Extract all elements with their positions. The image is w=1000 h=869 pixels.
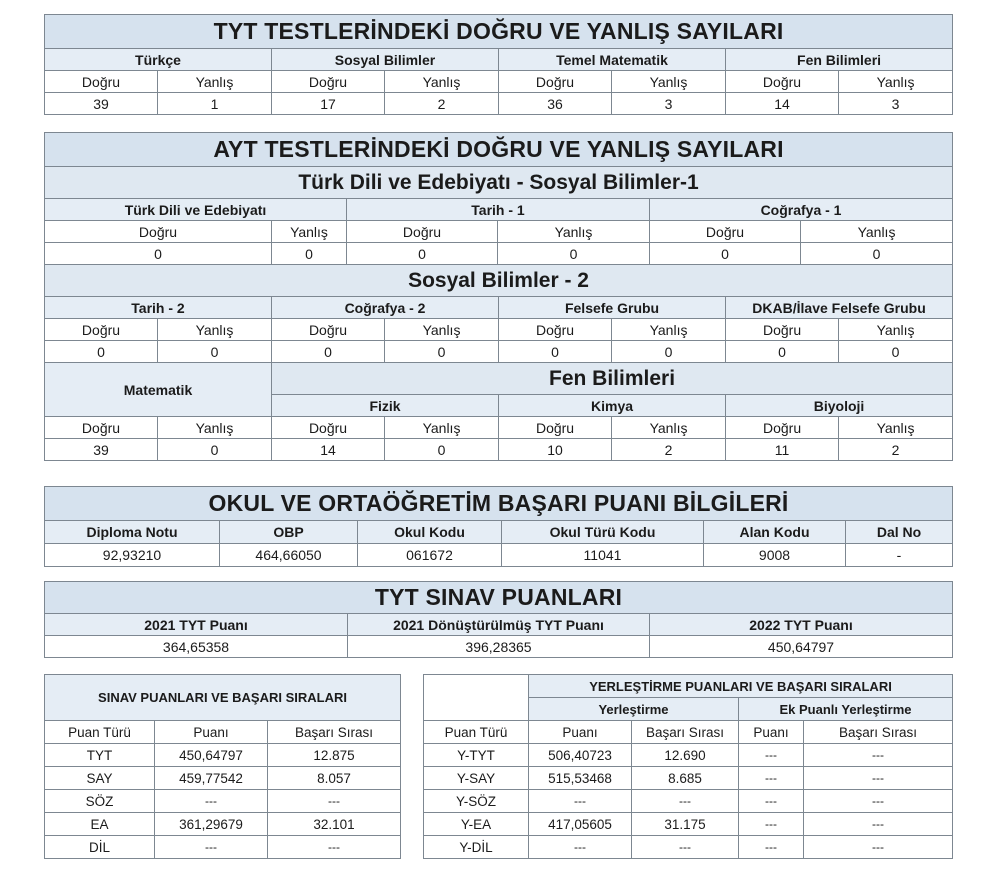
dogru-value: 11 bbox=[726, 439, 839, 461]
subject-header: Türkçe bbox=[45, 49, 272, 71]
ek-basari-sirasi-header: Başarı Sırası bbox=[804, 721, 953, 744]
yanlis-value: 1 bbox=[158, 93, 272, 115]
subject-header: Temel Matematik bbox=[499, 49, 726, 71]
dogru-value: 14 bbox=[272, 439, 385, 461]
subject-header: DKAB/İlave Felsefe Grubu bbox=[726, 297, 953, 319]
dogru-value: 0 bbox=[726, 341, 839, 363]
yanlis-label: Yanlış bbox=[801, 221, 953, 243]
sira-cell: --- bbox=[632, 790, 739, 813]
tyt-2021-converted-value: 396,28365 bbox=[348, 636, 650, 658]
tyt-tests-title: TYT TESTLERİNDEKİ DOĞRU VE YANLIŞ SAYILARI bbox=[45, 15, 953, 49]
dogru-label: Doğru bbox=[650, 221, 801, 243]
subject-header: Tarih - 2 bbox=[45, 297, 272, 319]
okul-kodu-value: 061672 bbox=[358, 544, 502, 567]
dal-no-value: - bbox=[846, 544, 953, 567]
ek-sira-cell: --- bbox=[804, 790, 953, 813]
tyt-2021-header: 2021 TYT Puanı bbox=[45, 614, 348, 636]
subject-header: Felsefe Grubu bbox=[499, 297, 726, 319]
puan-turu-header: Puan Türü bbox=[424, 721, 529, 744]
yanlis-label: Yanlış bbox=[158, 417, 272, 439]
sira-cell: --- bbox=[268, 836, 401, 859]
ek-sira-cell: --- bbox=[804, 813, 953, 836]
yanlis-label: Yanlış bbox=[272, 221, 347, 243]
yerlestirme-blank-corner bbox=[424, 675, 529, 721]
dogru-value: 36 bbox=[499, 93, 612, 115]
ek-puan-cell: --- bbox=[739, 790, 804, 813]
tyt-2022-value: 450,64797 bbox=[650, 636, 953, 658]
puan-cell: 506,40723 bbox=[529, 744, 632, 767]
dogru-label: Doğru bbox=[499, 71, 612, 93]
matematik-header: Matematik bbox=[45, 363, 272, 417]
yerlestirme-table bbox=[423, 674, 953, 859]
dogru-value: 17 bbox=[272, 93, 385, 115]
puan-turu-cell: Y-SAY bbox=[424, 767, 529, 790]
yanlis-label: Yanlış bbox=[158, 319, 272, 341]
tyt-2021-converted-header: 2021 Dönüştürülmüş TYT Puanı bbox=[348, 614, 650, 636]
okul-turu-kodu-header: Okul Türü Kodu bbox=[502, 521, 704, 544]
dogru-label: Doğru bbox=[45, 71, 158, 93]
puan-turu-cell: Y-SÖZ bbox=[424, 790, 529, 813]
puani-header: Puanı bbox=[155, 721, 268, 744]
puan-cell: --- bbox=[529, 790, 632, 813]
subject-header: Kimya bbox=[499, 395, 726, 417]
puan-turu-cell: SÖZ bbox=[45, 790, 155, 813]
ek-puan-cell: --- bbox=[739, 836, 804, 859]
yanlis-value: 0 bbox=[498, 243, 650, 265]
yanlis-label: Yanlış bbox=[385, 71, 499, 93]
yanlis-label: Yanlış bbox=[158, 71, 272, 93]
yanlis-label: Yanlış bbox=[498, 221, 650, 243]
obp-header: OBP bbox=[220, 521, 358, 544]
obp-value: 464,66050 bbox=[220, 544, 358, 567]
dogru-label: Doğru bbox=[726, 417, 839, 439]
puan-cell: 515,53468 bbox=[529, 767, 632, 790]
dogru-label: Doğru bbox=[45, 221, 272, 243]
yanlis-value: 3 bbox=[612, 93, 726, 115]
yanlis-value: 0 bbox=[158, 439, 272, 461]
yanlis-label: Yanlış bbox=[385, 319, 499, 341]
dogru-label: Doğru bbox=[272, 71, 385, 93]
sira-cell: 32.101 bbox=[268, 813, 401, 836]
basari-sirasi-header: Başarı Sırası bbox=[268, 721, 401, 744]
sira-cell: 8.057 bbox=[268, 767, 401, 790]
dogru-label: Doğru bbox=[499, 417, 612, 439]
dogru-value: 0 bbox=[499, 341, 612, 363]
yanlis-value: 2 bbox=[839, 439, 953, 461]
dogru-label: Doğru bbox=[726, 319, 839, 341]
puan-turu-cell: TYT bbox=[45, 744, 155, 767]
sb2-title: Sosyal Bilimler - 2 bbox=[45, 265, 953, 297]
subject-header: Fizik bbox=[272, 395, 499, 417]
ek-puan-cell: --- bbox=[739, 767, 804, 790]
subject-header: Tarih - 1 bbox=[347, 199, 650, 221]
sira-cell: --- bbox=[632, 836, 739, 859]
dogru-value: 0 bbox=[45, 243, 272, 265]
dogru-label: Doğru bbox=[499, 319, 612, 341]
diploma-notu-value: 92,93210 bbox=[45, 544, 220, 567]
puan-cell: 361,29679 bbox=[155, 813, 268, 836]
yanlis-value: 3 bbox=[839, 93, 953, 115]
yanlis-value: 2 bbox=[612, 439, 726, 461]
yanlis-value: 0 bbox=[385, 341, 499, 363]
dogru-value: 0 bbox=[650, 243, 801, 265]
yanlis-label: Yanlış bbox=[612, 71, 726, 93]
yanlis-value: 0 bbox=[801, 243, 953, 265]
dogru-label: Doğru bbox=[45, 417, 158, 439]
dogru-value: 0 bbox=[45, 341, 158, 363]
tyt-puan-title: TYT SINAV PUANLARI bbox=[45, 582, 953, 614]
tyt-puan-table bbox=[44, 581, 953, 658]
yanlis-label: Yanlış bbox=[612, 319, 726, 341]
puan-turu-cell: DİL bbox=[45, 836, 155, 859]
yerlestirme-title: YERLEŞTİRME PUANLARI VE BAŞARI SIRALARI bbox=[529, 675, 953, 698]
puani-header: Puanı bbox=[529, 721, 632, 744]
dogru-value: 10 bbox=[499, 439, 612, 461]
dogru-value: 14 bbox=[726, 93, 839, 115]
sira-cell: 12.875 bbox=[268, 744, 401, 767]
puan-turu-cell: Y-EA bbox=[424, 813, 529, 836]
subject-header: Coğrafya - 1 bbox=[650, 199, 953, 221]
yanlis-label: Yanlış bbox=[612, 417, 726, 439]
okul-title: OKUL VE ORTAÖĞRETİM BAŞARI PUANI BİLGİLERİ bbox=[45, 487, 953, 521]
subject-header: Sosyal Bilimler bbox=[272, 49, 499, 71]
puan-turu-cell: EA bbox=[45, 813, 155, 836]
yanlis-label: Yanlış bbox=[839, 71, 953, 93]
okul-table bbox=[44, 486, 953, 567]
ek-puanli-group: Ek Puanlı Yerleştirme bbox=[739, 698, 953, 721]
ek-puan-cell: --- bbox=[739, 744, 804, 767]
ayt-tests-table bbox=[44, 132, 953, 297]
ek-puani-header: Puanı bbox=[739, 721, 804, 744]
ayt-tests-title: AYT TESTLERİNDEKİ DOĞRU VE YANLIŞ SAYILARI bbox=[45, 133, 953, 167]
sira-cell: 8.685 bbox=[632, 767, 739, 790]
sinav-puan-table bbox=[44, 674, 401, 859]
fen-title: Fen Bilimleri bbox=[272, 363, 953, 395]
dogru-label: Doğru bbox=[272, 319, 385, 341]
yerlestirme-group: Yerleştirme bbox=[529, 698, 739, 721]
puan-cell: --- bbox=[529, 836, 632, 859]
subject-header: Coğrafya - 2 bbox=[272, 297, 499, 319]
alan-kodu-header: Alan Kodu bbox=[704, 521, 846, 544]
subject-header: Biyoloji bbox=[726, 395, 953, 417]
puan-cell: 450,64797 bbox=[155, 744, 268, 767]
yanlis-value: 0 bbox=[839, 341, 953, 363]
dogru-value: 39 bbox=[45, 439, 158, 461]
yanlis-value: 0 bbox=[272, 243, 347, 265]
diploma-notu-header: Diploma Notu bbox=[45, 521, 220, 544]
puan-cell: 459,77542 bbox=[155, 767, 268, 790]
puan-turu-cell: SAY bbox=[45, 767, 155, 790]
yanlis-label: Yanlış bbox=[385, 417, 499, 439]
tyt-2021-value: 364,65358 bbox=[45, 636, 348, 658]
yanlis-value: 0 bbox=[158, 341, 272, 363]
dogru-label: Doğru bbox=[272, 417, 385, 439]
ek-sira-cell: --- bbox=[804, 767, 953, 790]
puan-cell: --- bbox=[155, 790, 268, 813]
ek-sira-cell: --- bbox=[804, 744, 953, 767]
tyt-2022-header: 2022 TYT Puanı bbox=[650, 614, 953, 636]
puan-turu-cell: Y-TYT bbox=[424, 744, 529, 767]
puan-cell: --- bbox=[155, 836, 268, 859]
dogru-label: Doğru bbox=[45, 319, 158, 341]
puan-turu-cell: Y-DİL bbox=[424, 836, 529, 859]
okul-turu-kodu-value: 11041 bbox=[502, 544, 704, 567]
ek-puan-cell: --- bbox=[739, 813, 804, 836]
ayt-sb2-fen-table bbox=[44, 296, 953, 461]
dal-no-header: Dal No bbox=[846, 521, 953, 544]
dogru-value: 39 bbox=[45, 93, 158, 115]
sira-cell: 12.690 bbox=[632, 744, 739, 767]
sira-cell: --- bbox=[268, 790, 401, 813]
basari-sirasi-header: Başarı Sırası bbox=[632, 721, 739, 744]
sira-cell: 31.175 bbox=[632, 813, 739, 836]
tde-sb1-title: Türk Dili ve Edebiyatı - Sosyal Bilimler-1 bbox=[45, 167, 953, 199]
dogru-label: Doğru bbox=[726, 71, 839, 93]
yanlis-value: 0 bbox=[385, 439, 499, 461]
dogru-value: 0 bbox=[347, 243, 498, 265]
tyt-tests-table bbox=[44, 14, 953, 115]
alan-kodu-value: 9008 bbox=[704, 544, 846, 567]
sinav-puan-title: SINAV PUANLARI VE BAŞARI SIRALARI bbox=[45, 675, 401, 721]
puan-turu-header: Puan Türü bbox=[45, 721, 155, 744]
subject-header: Türk Dili ve Edebiyatı bbox=[45, 199, 347, 221]
yanlis-value: 2 bbox=[385, 93, 499, 115]
okul-kodu-header: Okul Kodu bbox=[358, 521, 502, 544]
subject-header: Fen Bilimleri bbox=[726, 49, 953, 71]
yanlis-value: 0 bbox=[612, 341, 726, 363]
ek-sira-cell: --- bbox=[804, 836, 953, 859]
puan-cell: 417,05605 bbox=[529, 813, 632, 836]
yanlis-label: Yanlış bbox=[839, 417, 953, 439]
dogru-label: Doğru bbox=[347, 221, 498, 243]
yanlis-label: Yanlış bbox=[839, 319, 953, 341]
dogru-value: 0 bbox=[272, 341, 385, 363]
